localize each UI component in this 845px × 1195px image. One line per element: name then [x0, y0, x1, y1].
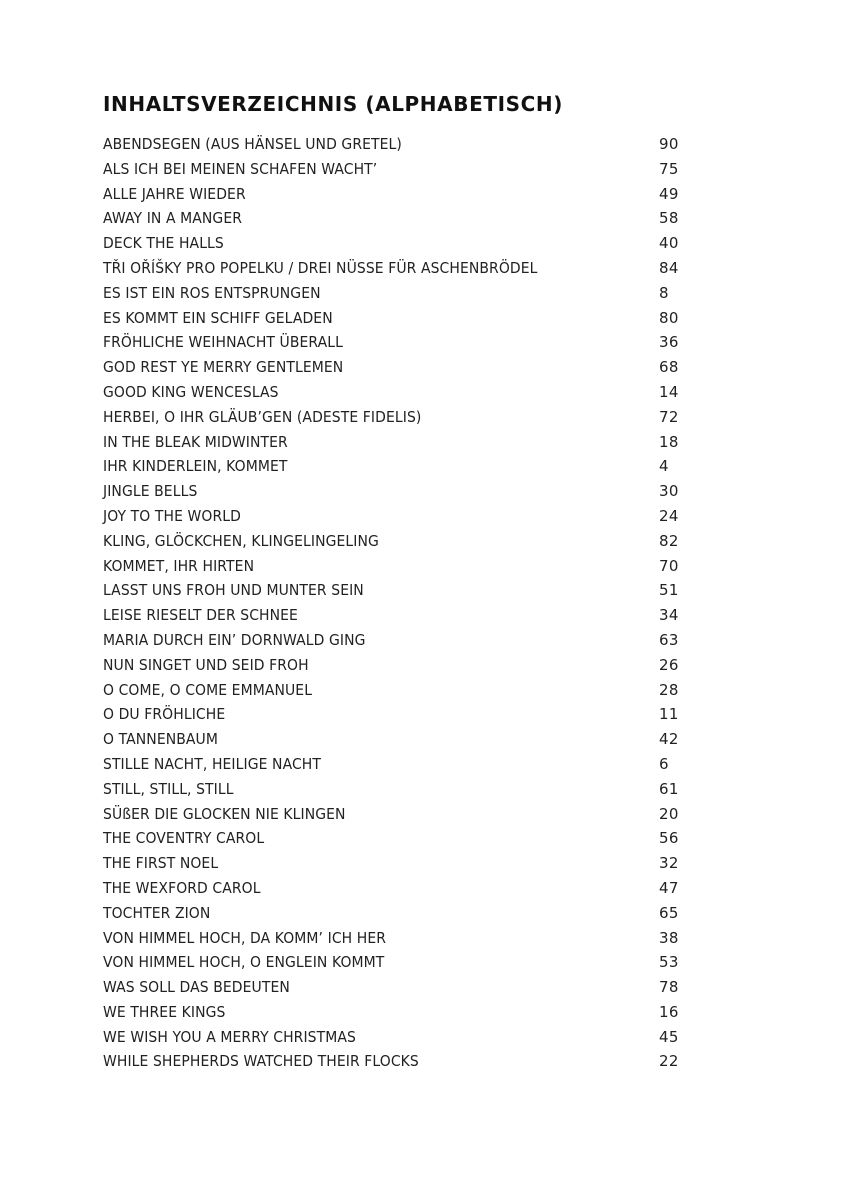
- toc-entry-title: O TANNENBAUM: [103, 730, 219, 749]
- toc-entry-page-number: 16: [659, 1002, 679, 1021]
- toc-entry-page-number: 34: [659, 606, 679, 625]
- toc-entry: [103, 529, 703, 554]
- toc-entry: [103, 826, 703, 851]
- toc-entry-page-number: 84: [659, 258, 679, 277]
- toc-entry-page-number: 38: [659, 928, 679, 947]
- toc-entry-page-number: 30: [659, 482, 679, 501]
- toc-entry-title: IN THE BLEAK MIDWINTER: [103, 432, 288, 451]
- toc-entry-title: DECK THE HALLS: [103, 234, 224, 253]
- toc-entry-title: HERBEI, O IHR GLÄUB’GEN (ADESTE FIDELIS): [103, 407, 422, 426]
- toc-entry-page-number: 6: [659, 754, 669, 773]
- toc-entry: [103, 405, 703, 430]
- toc-entry-page-number: 68: [659, 358, 679, 377]
- toc-entry-page-number: 11: [659, 705, 679, 724]
- toc-entry-title: MARIA DURCH EIN’ DORNWALD GING: [103, 630, 366, 649]
- toc-entry-title: WAS SOLL DAS BEDEUTEN: [103, 978, 290, 997]
- toc-entry: [103, 578, 703, 603]
- toc-entry-title: STILL, STILL, STILL: [103, 779, 234, 798]
- toc-entry-title: ALLE JAHRE WIEDER: [103, 184, 246, 203]
- toc-entry-title: JINGLE BELLS: [103, 482, 198, 501]
- toc-entry-page-number: 42: [659, 730, 679, 749]
- toc-entry: [103, 479, 703, 504]
- toc-entry-page-number: 18: [659, 432, 679, 451]
- toc-entry-title: NUN SINGET UND SEID FROH: [103, 655, 309, 674]
- toc-entry: [103, 306, 703, 331]
- toc-entry-page-number: 63: [659, 630, 679, 649]
- toc-entry-title: KLING, GLÖCKCHEN, KLINGELINGELING: [103, 531, 379, 550]
- toc-entry: [103, 256, 703, 281]
- toc-entry-page-number: 58: [659, 209, 679, 228]
- toc-entry-page-number: 36: [659, 333, 679, 352]
- toc-entry-title: O COME, O COME EMMANUEL: [103, 680, 313, 699]
- toc-entry-title: LEISE RIESELT DER SCHNEE: [103, 606, 298, 625]
- toc-entry: [103, 628, 703, 653]
- toc-entry: [103, 603, 703, 628]
- toc-entry-page-number: 53: [659, 953, 679, 972]
- toc-entry: [103, 1000, 703, 1025]
- toc-entry-title: JOY TO THE WORLD: [103, 506, 241, 525]
- toc-entry-page-number: 75: [659, 159, 679, 178]
- toc-entry-title: WE THREE KINGS: [103, 1002, 226, 1021]
- toc-entry-page-number: 22: [659, 1052, 679, 1071]
- toc-entry: [103, 355, 703, 380]
- toc-entry-title: VON HIMMEL HOCH, O ENGLEIN KOMMT: [103, 953, 385, 972]
- toc-entry-page-number: 65: [659, 903, 679, 922]
- toc-entry-title: THE WEXFORD CAROL: [103, 878, 261, 897]
- toc-entry-title: AWAY IN A MANGER: [103, 209, 243, 228]
- toc-entry: [103, 554, 703, 579]
- toc-entry: [103, 777, 703, 802]
- toc-entry: [103, 876, 703, 901]
- toc-entry-title: ES IST EIN ROS ENTSPRUNGEN: [103, 283, 321, 302]
- toc-entry-page-number: 49: [659, 184, 679, 203]
- toc-entry-title: GOD REST YE MERRY GENTLEMEN: [103, 358, 344, 377]
- toc-entry: [103, 752, 703, 777]
- toc-entry-title: SÜßER DIE GLOCKEN NIE KLINGEN: [103, 804, 346, 823]
- toc-entry-page-number: 70: [659, 556, 679, 575]
- toc-entry-title: KOMMET, IHR HIRTEN: [103, 556, 255, 575]
- toc-entry: [103, 157, 703, 182]
- page-title: INHALTSVERZEICHNIS (ALPHABETISCH): [103, 92, 563, 116]
- toc-entry-title: THE FIRST NOEL: [103, 854, 219, 873]
- toc-entry: [103, 802, 703, 827]
- toc-entry: [103, 182, 703, 207]
- toc-entry-page-number: 78: [659, 978, 679, 997]
- toc-entry-page-number: 24: [659, 506, 679, 525]
- toc-entry: [103, 380, 703, 405]
- toc-entry: [103, 950, 703, 975]
- toc-entry-page-number: 45: [659, 1027, 679, 1046]
- toc-entry: [103, 975, 703, 1000]
- toc-entry: [103, 330, 703, 355]
- toc-entry: [103, 851, 703, 876]
- toc-entry-page-number: 80: [659, 308, 679, 327]
- toc-entry-page-number: 40: [659, 234, 679, 253]
- toc-entry-title: VON HIMMEL HOCH, DA KOMM’ ICH HER: [103, 928, 387, 947]
- toc-entry-title: STILLE NACHT, HEILIGE NACHT: [103, 754, 321, 773]
- toc-entry: [103, 206, 703, 231]
- toc-entry: [103, 430, 703, 455]
- toc-entry-title: WE WISH YOU A MERRY CHRISTMAS: [103, 1027, 356, 1046]
- toc-entry: [103, 132, 703, 157]
- toc-entry: [103, 727, 703, 752]
- toc-entry-page-number: 14: [659, 382, 679, 401]
- toc-entry-title: TOCHTER ZION: [103, 903, 211, 922]
- toc-entry: [103, 454, 703, 479]
- toc-entry-page-number: 72: [659, 407, 679, 426]
- toc-entry: [103, 281, 703, 306]
- toc-entry: [103, 702, 703, 727]
- toc-entry-title: LASST UNS FROH UND MUNTER SEIN: [103, 581, 364, 600]
- toc-entry-title: ES KOMMT EIN SCHIFF GELADEN: [103, 308, 333, 327]
- toc-entry-title: FRÖHLICHE WEIHNACHT ÜBERALL: [103, 333, 344, 352]
- toc-entry: [103, 678, 703, 703]
- toc-entry-title: ABENDSEGEN (AUS HÄNSEL UND GRETEL): [103, 135, 402, 153]
- toc-entry: [103, 504, 703, 529]
- table-of-contents: [103, 132, 703, 1074]
- toc-entry: [103, 1025, 703, 1050]
- toc-entry: [103, 901, 703, 926]
- toc-entry-title: O DU FRÖHLICHE: [103, 705, 226, 724]
- toc-entry-page-number: 8: [659, 283, 669, 302]
- toc-entry-page-number: 51: [659, 581, 679, 600]
- toc-entry-title: GOOD KING WENCESLAS: [103, 382, 279, 401]
- toc-entry-page-number: 61: [659, 779, 679, 798]
- toc-entry: [103, 1049, 703, 1074]
- toc-entry: [103, 231, 703, 256]
- toc-entry-title: TŘI OŘÍŠKY PRO POPELKU / DREI NÜSSE FÜR ASCHENBRÖDEL: [103, 258, 538, 277]
- toc-entry: [103, 926, 703, 951]
- toc-entry-page-number: 32: [659, 854, 679, 873]
- toc-entry-page-number: 28: [659, 680, 679, 699]
- toc-entry-title: THE COVENTRY CAROL: [103, 829, 265, 848]
- toc-entry-page-number: 90: [659, 135, 679, 153]
- toc-entry-page-number: 4: [659, 457, 669, 476]
- toc-entry-title: IHR KINDERLEIN, KOMMET: [103, 457, 288, 476]
- toc-entry-page-number: 20: [659, 804, 679, 823]
- toc-entry: [103, 653, 703, 678]
- toc-entry-page-number: 26: [659, 655, 679, 674]
- toc-entry-title: WHILE SHEPHERDS WATCHED THEIR FLOCKS: [103, 1052, 419, 1071]
- toc-entry-page-number: 82: [659, 531, 679, 550]
- toc-entry-page-number: 47: [659, 878, 679, 897]
- toc-entry-title: ALS ICH BEI MEINEN SCHAFEN WACHT’: [103, 159, 378, 178]
- toc-entry-page-number: 56: [659, 829, 679, 848]
